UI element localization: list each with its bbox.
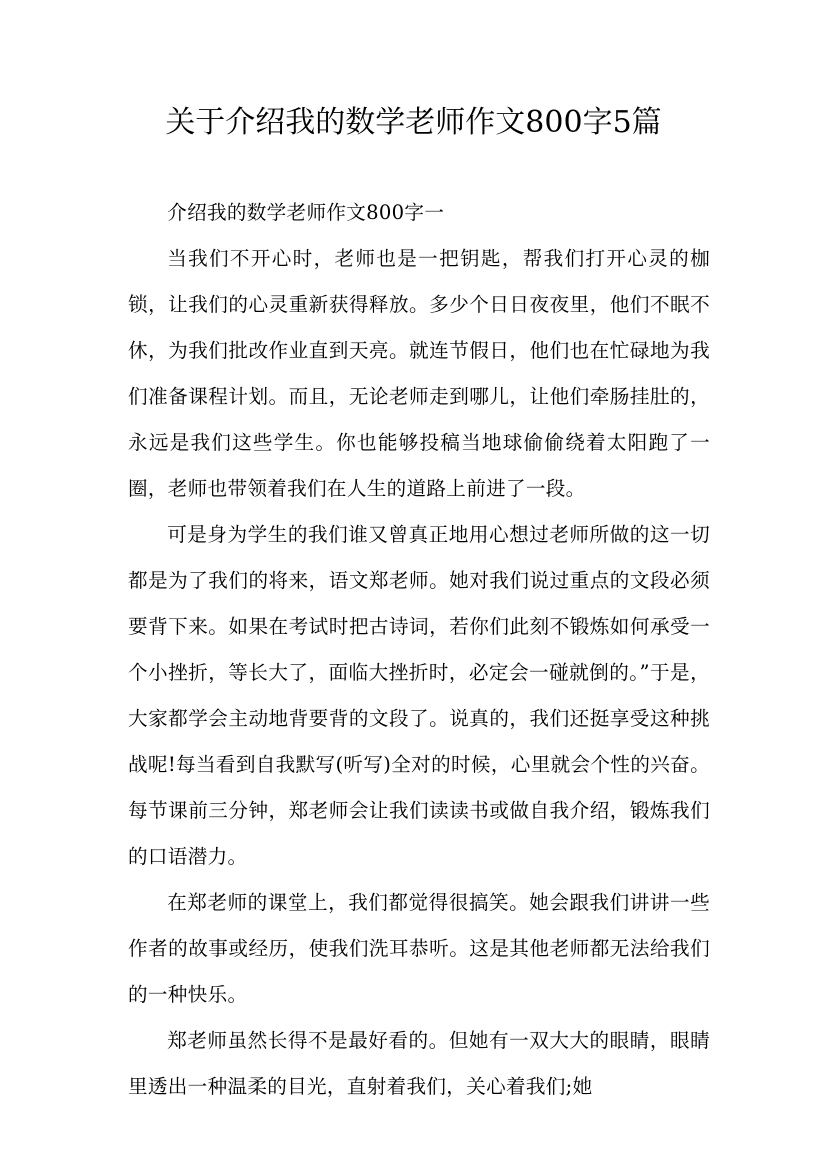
paragraph-1: 当我们不开心时，老师也是一把钥匙，帮我们打开心灵的枷锁，让我们的心灵重新获得释放。多少个日日夜夜里，他们不眠不休，为我们批改作业直到天亮。就连节假日，他们也在忙碌地为我们准备课程计划。而且，无论老师走到哪儿，让他们牵肠挂肚的，永远是我们这些学生。你也能够投稿当地球偷偷绕着太阳跑了一圈，老师也带领着我们在人生的道路上前进了一段。 xyxy=(128,247,710,500)
paragraph-4: 郑老师虽然长得不是最好看的。但她有一双大大的眼睛，眼睛里透出一种温柔的目光，直射着我们，关心着我们;她 xyxy=(128,1029,710,1098)
section-heading: 介绍我的数学老师作文800字一 xyxy=(167,201,445,224)
paragraph-2: 可是身为学生的我们谁又曾真正地用心想过老师所做的这一切都是为了我们的将来，语文郑老师。她对我们说过重点的文段必须要背下来。如果在考试时把古诗词，若你们此刻不锻炼如何承受一个小挫折，等长大了，面临大挫折时，必定会一碰就倒的。”于是，大家都学会主动地背要背的文段了。说真的，我们还挺享受这种挑战呢!每当看到自我默写(听写)全对的时候，心里就会个性的兴奋。每节课前三分钟，郑老师会让我们读读书或做自我介绍，锻炼我们的口语潜力。 xyxy=(128,523,710,868)
document-body xyxy=(128,190,710,1110)
document-title: 关于介绍我的数学老师作文800字5篇 xyxy=(165,105,662,140)
paragraph-3: 在郑老师的课堂上，我们都觉得很搞笑。她会跟我们讲讲一些作者的故事或经历，使我们洗耳恭听。这是其他老师都无法给我们的一种快乐。 xyxy=(128,891,710,1006)
